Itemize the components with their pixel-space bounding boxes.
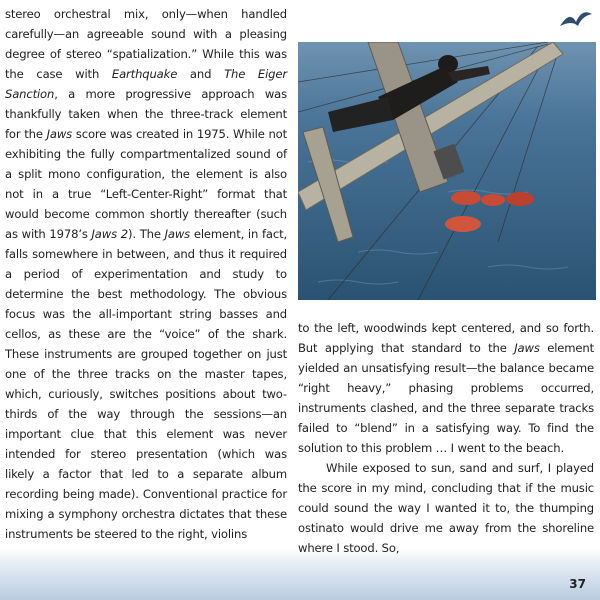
italic-title: Jaws: [514, 341, 540, 355]
italic-title: The Eiger Sanction: [5, 67, 287, 101]
italic-title: Earthquake: [111, 67, 178, 81]
text-run: While exposed to sun, sand and surf, I played the score in my mind, concluding that if the music could sound the way I wanted it to, the thumping ostinato would drive me away from the shoreline where I stood. So,: [298, 461, 594, 555]
paragraph: [5, 4, 287, 544]
text-run: ). The: [128, 227, 165, 241]
sinking-boat-photo: [298, 42, 596, 300]
text-run: and: [177, 67, 225, 81]
text-run: score was created in 1975. While not exhibiting the fully compartmentalized sound of a split mono configuration, the element is also not in a true “Left-Center-Right” format that would become common shortly thereafter (such as with 1978’s: [5, 127, 288, 241]
right-text-column: [298, 318, 594, 558]
italic-title: Jaws 2: [91, 227, 128, 241]
photo-illustration: [298, 42, 596, 300]
italic-title: Jaws: [164, 227, 191, 241]
text-run: element yielded an unsatisfying result—the balance became “right heavy,” phasing problems occurred, instruments clashed, and the three separate tracks failed to “blend” in a satisfying way. To find the solution to this problem … I went to the beach.: [298, 341, 595, 455]
text-run: stereo orchestral mix, only—when handled carefully—an agreeable sound with a pleasing degree of stereo “spatialization.” While this was the case with: [5, 7, 287, 81]
page-number: 37: [569, 577, 586, 591]
italic-title: Jaws: [46, 127, 73, 141]
text-run: element, in fact, falls somewhere in between, and thus it required a period of experimentation and study to determine the best methodology. The obvious focus was the all-important string basses and cellos, as these are the “voice” of the shark. These instruments are grouped together on just one of the three tracks on the master tapes, which, curiously, switches positions about two-thirds of the way through the sessions—an important clue that this element was never intended for stereo presentation (which was likely a factor that led to a separate album recording being made). Conventional practice for mixing a symphony orchestra dictates that these instruments be steered to the right, violins: [5, 227, 288, 541]
seagull-icon: [556, 4, 596, 44]
paragraph: [298, 458, 594, 558]
text-run: to the left, woodwinds kept centered, and so forth. But applying that standard to the: [298, 321, 594, 355]
text-run: , a more progressive approach was thankfully taken when the three-track element for the: [5, 87, 287, 141]
paragraph: [298, 318, 594, 458]
left-text-column: [5, 4, 287, 544]
